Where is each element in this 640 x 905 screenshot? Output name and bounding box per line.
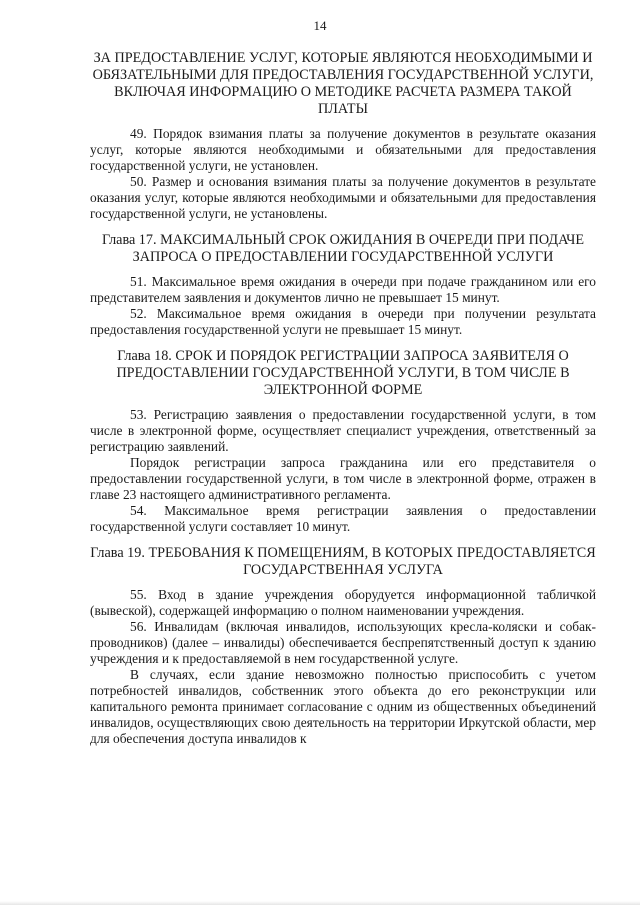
section-chapter-18 [90,348,596,535]
section-heading: ЗА ПРЕДОСТАВЛЕНИЕ УСЛУГ, КОТОРЫЕ ЯВЛЯЮТСЯ НЕОБХОДИМЫМИ И ОБЯЗАТЕЛЬНЫМИ ДЛЯ ПРЕДОСТАВЛЕНИЯ ГОСУДАРСТВЕННОЙ УСЛУГИ, ВКЛЮЧАЯ ИНФОРМАЦИЮ О МЕТОДИКЕ РАСЧЕТА РАЗМЕРА ТАКОЙ ПЛАТЫ [92,50,594,117]
section-chapter-17 [90,232,596,338]
paragraph-51: 51. Максимальное время ожидания в очереди при подаче гражданином или его представителем заявления и документов лично не превышает 15 минут. [90,274,596,305]
paragraph-49: 49. Порядок взимания платы за получение документов в результате оказания услуг, которые являются необходимыми и обязательными для предоставления государственной услуги, не установлен. [90,126,596,173]
scan-bottom-edge [0,901,640,905]
chapter-17-heading: Глава 17. МАКСИМАЛЬНЫЙ СРОК ОЖИДАНИЯ В ОЧЕРЕДИ ПРИ ПОДАЧЕ ЗАПРОСА О ПРЕДОСТАВЛЕНИИ ГОСУДАРСТВЕННОЙ УСЛУГИ [101,232,585,265]
paragraph-54: 54. Максимальное время регистрации заявления о предоставлении государственной услуги составляет 10 минут. [90,503,596,534]
paragraph-55: 55. Вход в здание учреждения оборудуется информационной табличкой (вывеской), содержащей информацию о полном наименовании учреждения. [90,587,596,618]
paragraph-56: 56. Инвалидам (включая инвалидов, использующих кресла-коляски и собак-проводников) (далее – инвалиды) обеспечивается беспрепятственный доступ к зданию учреждения и к предоставляемой в нем государственной услуге. [90,619,596,666]
section-chapter-19 [90,545,596,747]
section-fee-heading-block [90,50,596,222]
chapter-19-heading: Глава 19. ТРЕБОВАНИЯ К ПОМЕЩЕНИЯМ, В КОТОРЫХ ПРЕДОСТАВЛЯЕТСЯ ГОСУДАРСТВЕННАЯ УСЛУГА [90,545,596,578]
paragraph-53: 53. Регистрацию заявления о предоставлении государственной услуги, в том числе в электронной форме, осуществляет специалист учреждения, ответственный за регистрацию заявлений. [90,407,596,454]
paragraph-accessibility-cases: В случаях, если здание невозможно полностью приспособить с учетом потребностей инвалидов, собственник этого объекта до его реконструкции или капитального ремонта принимает согласование с одним из общественных объединений инвалидов, осуществляющих свою деятельность на территории Иркутской области, мер для обеспечения доступа инвалидов к [90,667,596,746]
paragraph-52: 52. Максимальное время ожидания в очереди при получении результата предоставления государственной услуги не превышает 15 минут. [90,306,596,337]
page-number: 14 [313,18,327,33]
paragraph-50: 50. Размер и основания взимания платы за получение документов в результате оказания услуг, которые являются необходимыми и обязательными для предоставления государственной услуги, не установлены. [90,174,596,221]
paragraph-registration-order: Порядок регистрации запроса гражданина или его представителя о предоставлении государственной услуги, в том числе в электронной форме, отражен в главе 23 настоящего административного регламента. [90,455,596,502]
chapter-18-heading: Глава 18. СРОК И ПОРЯДОК РЕГИСТРАЦИИ ЗАПРОСА ЗАЯВИТЕЛЯ О ПРЕДОСТАВЛЕНИИ ГОСУДАРСТВЕННОЙ УСЛУГИ, В ТОМ ЧИСЛЕ В ЭЛЕКТРОННОЙ ФОРМЕ [116,348,570,398]
document-body [90,50,596,747]
